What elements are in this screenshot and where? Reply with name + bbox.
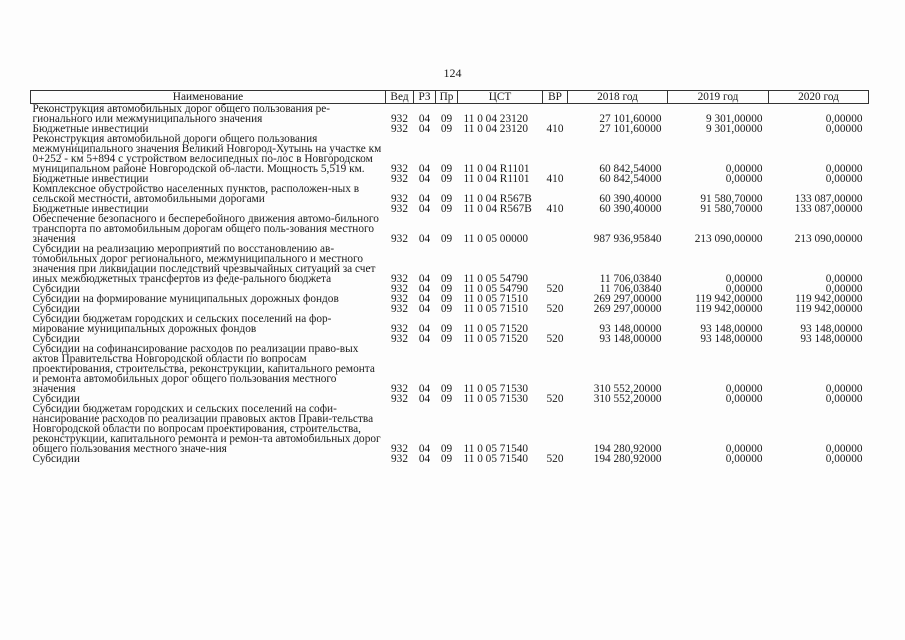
row-2018: 269 297,00000 (593, 293, 662, 305)
row-2019: 93 148,00000 (700, 323, 763, 335)
row-name: Субсидии бюджетам городских и сельских поселений на софи-нансирование расходов по реализации правовых актов Прави-тельства Новгородской области по вопросам проектирования, строительства, реконструкции, капитального ремонта и ремон-та автомобильных дорог общего пользования местного значе-ния (32, 403, 381, 455)
row-cst: 11 0 05 71540 (463, 453, 529, 465)
row-2020: 119 942,00000 (795, 293, 863, 305)
row-2019: 0,00000 (725, 443, 763, 455)
row-2019: 91 580,70000 (700, 203, 763, 215)
header-ved: Вед (386, 91, 414, 104)
row-ved: 932 (391, 113, 408, 125)
header-vr: ВР (543, 91, 568, 104)
row-rz: 04 (418, 203, 431, 215)
row-2019: 0,00000 (725, 173, 763, 185)
row-2018: 310 552,20000 (593, 393, 662, 405)
row-pr: 09 (440, 173, 453, 185)
row-name: Субсидии бюджетам городских и сельских поселений на фор-мирование муниципальных дорожных фондов (32, 313, 332, 335)
row-rz: 04 (418, 453, 431, 465)
table-body (31, 104, 869, 465)
row-pr: 09 (440, 193, 453, 205)
row-2019: 119 942,00000 (695, 303, 763, 315)
row-name: Субсидии на софинансирование расходов по реализации право-вых актов Правительства Новгородской области по вопросам проектирования, строительства, реконструкции, капитального ремонта и ремонта автомобильных дорог общего пользования местного значения (32, 343, 375, 395)
row-name: Бюджетные инвестиции (32, 173, 149, 185)
row-vr: 520 (546, 453, 564, 465)
row-vr: 520 (546, 283, 564, 295)
row-2019: 0,00000 (725, 383, 763, 395)
row-2019: 93 148,00000 (700, 333, 763, 345)
row-pr: 09 (440, 333, 453, 345)
row-name: Бюджетные инвестиции (32, 203, 149, 215)
row-vr: 520 (546, 393, 564, 405)
row-name: Комплексное обустройство населенных пунктов, расположен-ных в сельской местности, автомобильными дорогами (32, 183, 360, 205)
row-2020: 0,00000 (825, 173, 863, 185)
row-pr: 09 (440, 283, 453, 295)
row-ved: 932 (391, 443, 408, 455)
row-rz: 04 (418, 323, 431, 335)
row-2020: 0,00000 (825, 443, 863, 455)
row-name: Субсидии (32, 453, 80, 465)
row-2020: 0,00000 (825, 273, 863, 285)
row-name: Субсидии (32, 333, 80, 345)
page-number: 124 (443, 66, 462, 80)
row-name: Субсидии (32, 393, 80, 405)
row-2020: 0,00000 (825, 453, 863, 465)
row-ved: 932 (391, 173, 408, 185)
row-pr: 09 (440, 303, 453, 315)
row-vr (543, 104, 568, 125)
row-pr: 09 (440, 453, 453, 465)
table-row (31, 454, 869, 464)
row-pr: 09 (440, 113, 453, 125)
row-2020: 0,00000 (825, 393, 863, 405)
row-cst: 11 0 05 54790 (463, 283, 529, 295)
row-pr: 09 (440, 383, 453, 395)
row-name: Бюджетные инвестиции (32, 123, 149, 135)
row-ved: 932 (391, 393, 408, 405)
header-cst: ЦСТ (458, 91, 543, 104)
row-ved: 932 (391, 203, 408, 215)
row-2020: 0,00000 (825, 163, 863, 175)
row-2020: 0,00000 (825, 283, 863, 295)
row-2018: 60 842,54000 (599, 173, 662, 185)
table-row (31, 184, 869, 204)
row-cst: 11 0 05 71540 (463, 443, 529, 455)
row-2018: 60 842,54000 (599, 163, 662, 175)
header-rz: РЗ (414, 91, 436, 104)
row-2018: 310 552,20000 (593, 383, 662, 395)
row-2018: 93 148,00000 (599, 333, 662, 345)
row-2018: 60 390,40000 (599, 203, 662, 215)
row-vr (543, 134, 568, 174)
row-2020: 133 087,00000 (794, 193, 863, 205)
row-2018: 269 297,00000 (593, 303, 662, 315)
row-rz: 04 (418, 163, 431, 175)
table-row (31, 314, 869, 334)
row-cst: 11 0 04 23120 (463, 123, 529, 135)
header-2019: 2019 год (668, 91, 769, 104)
row-cst: 11 0 05 71530 (463, 393, 529, 405)
row-vr: 520 (546, 303, 564, 315)
row-cst: 11 0 04 R1101 (463, 173, 530, 185)
row-rz: 04 (418, 273, 431, 285)
row-rz: 04 (418, 393, 431, 405)
row-pr: 09 (440, 443, 453, 455)
row-pr: 09 (440, 393, 453, 405)
row-2020: 213 090,00000 (794, 233, 863, 245)
row-vr: 410 (546, 123, 564, 135)
table-row (31, 404, 869, 454)
row-pr: 09 (440, 233, 453, 245)
row-ved: 932 (391, 383, 408, 395)
row-2018: 11 706,03840 (599, 283, 662, 295)
row-pr: 09 (440, 123, 453, 135)
row-pr: 09 (440, 273, 453, 285)
row-rz: 04 (418, 173, 431, 185)
table-row (31, 344, 869, 394)
row-2020: 0,00000 (825, 383, 863, 395)
row-ved: 932 (391, 453, 408, 465)
row-vr: 520 (546, 333, 564, 345)
row-name: Реконструкция автомобильной дороги общего пользования межмуниципального значения Великий Новгород-Хутынь на участке км 0+252 - км 5+894 с устройством велосипедных по-лос в Новгородском муниципальном районе Новгородской об-ласти. Мощность 5,519 км. (32, 133, 382, 175)
row-name: Субсидии (32, 303, 80, 315)
row-2020: 93 148,00000 (800, 323, 863, 335)
table-row (31, 104, 869, 125)
budget-table (30, 90, 869, 464)
row-rz: 04 (418, 443, 431, 455)
table-header (31, 91, 869, 104)
row-2018: 194 280,92000 (593, 443, 662, 455)
row-ved: 932 (391, 163, 408, 175)
row-cst: 11 0 05 71520 (463, 323, 529, 335)
row-vr (543, 214, 568, 244)
row-rz: 04 (418, 123, 431, 135)
header-row (31, 91, 869, 104)
row-2018: 60 390,40000 (599, 193, 662, 205)
row-ved: 932 (391, 123, 408, 135)
row-ved: 932 (391, 193, 408, 205)
row-ved: 932 (391, 303, 408, 315)
row-cst: 11 0 05 71510 (463, 293, 529, 305)
row-rz: 04 (418, 283, 431, 295)
row-name: Реконструкция автомобильных дорог общего пользования ре-гионального или межмуниципального значения (32, 103, 331, 125)
row-cst: 11 0 04 23120 (463, 113, 529, 125)
row-name: Субсидии на реализацию мероприятий по восстановлению ав-томобильных дорог регионального, межмуниципального и местного значения при ликвидации последствий чрезвычайных ситуаций за счет иных межбюджетных трансфертов из феде-рального бюджета (32, 243, 376, 285)
row-2019: 119 942,00000 (695, 293, 763, 305)
row-pr: 09 (440, 323, 453, 335)
row-2020: 133 087,00000 (794, 203, 863, 215)
row-cst: 11 0 04 R567B (463, 193, 532, 205)
row-name: Обеспечение безопасного и бесперебойного движения автомо-бильного транспорта по автомобильным дорогам общего поль-зования местного значения (32, 213, 379, 245)
row-2019: 0,00000 (725, 393, 763, 405)
row-name: Субсидии на формирование муниципальных дорожных фондов (32, 293, 339, 305)
row-vr (543, 314, 568, 334)
row-2018: 27 101,60000 (599, 113, 662, 125)
row-2018: 27 101,60000 (599, 123, 662, 135)
row-cst: 11 0 05 71530 (463, 383, 529, 395)
row-2019: 91 580,70000 (700, 193, 763, 205)
row-2019: 9 301,00000 (706, 123, 763, 135)
row-ved: 932 (391, 293, 408, 305)
row-pr: 09 (440, 203, 453, 215)
row-vr (543, 344, 568, 394)
row-cst: 11 0 05 54790 (463, 273, 529, 285)
row-rz: 04 (418, 333, 431, 345)
row-name: Субсидии (32, 283, 80, 295)
row-vr: 410 (546, 203, 564, 215)
header-pr: Пр (436, 91, 458, 104)
row-vr (543, 244, 568, 284)
row-2020: 93 148,00000 (800, 333, 863, 345)
row-cst: 11 0 05 71520 (463, 333, 529, 345)
row-ved: 932 (391, 323, 408, 335)
row-rz: 04 (418, 233, 431, 245)
row-2019: 0,00000 (725, 453, 763, 465)
row-2019: 213 090,00000 (694, 233, 763, 245)
row-vr: 410 (546, 173, 564, 185)
table-row (31, 244, 869, 284)
row-ved: 932 (391, 233, 408, 245)
row-2018: 987 936,95840 (593, 233, 662, 245)
row-2018: 194 280,92000 (593, 453, 662, 465)
row-2019: 0,00000 (725, 163, 763, 175)
row-rz: 04 (418, 293, 431, 305)
header-name: Наименование (31, 91, 386, 104)
row-2019: 0,00000 (725, 273, 763, 285)
row-2020: 119 942,00000 (795, 303, 863, 315)
row-rz: 04 (418, 383, 431, 395)
row-cst: 11 0 05 71510 (463, 303, 529, 315)
row-rz: 04 (418, 303, 431, 315)
row-2018: 11 706,03840 (599, 273, 662, 285)
table-row (31, 134, 869, 174)
table-row (31, 214, 869, 244)
row-ved: 932 (391, 273, 408, 285)
header-2018: 2018 год (568, 91, 668, 104)
row-rz: 04 (418, 193, 431, 205)
header-2020: 2020 год (769, 91, 869, 104)
row-2020: 0,00000 (825, 123, 863, 135)
row-vr (543, 184, 568, 204)
row-vr (543, 404, 568, 454)
row-2019: 9 301,00000 (706, 113, 763, 125)
row-ved: 932 (391, 283, 408, 295)
row-2019: 0,00000 (725, 283, 763, 295)
row-rz: 04 (418, 113, 431, 125)
row-2020: 0,00000 (825, 113, 863, 125)
row-2018: 93 148,00000 (599, 323, 662, 335)
row-ved: 932 (391, 333, 408, 345)
row-cst: 11 0 05 00000 (463, 233, 529, 245)
row-cst: 11 0 04 R1101 (463, 163, 530, 175)
row-pr: 09 (440, 163, 453, 175)
row-cst: 11 0 04 R567B (463, 203, 532, 215)
row-pr: 09 (440, 293, 453, 305)
